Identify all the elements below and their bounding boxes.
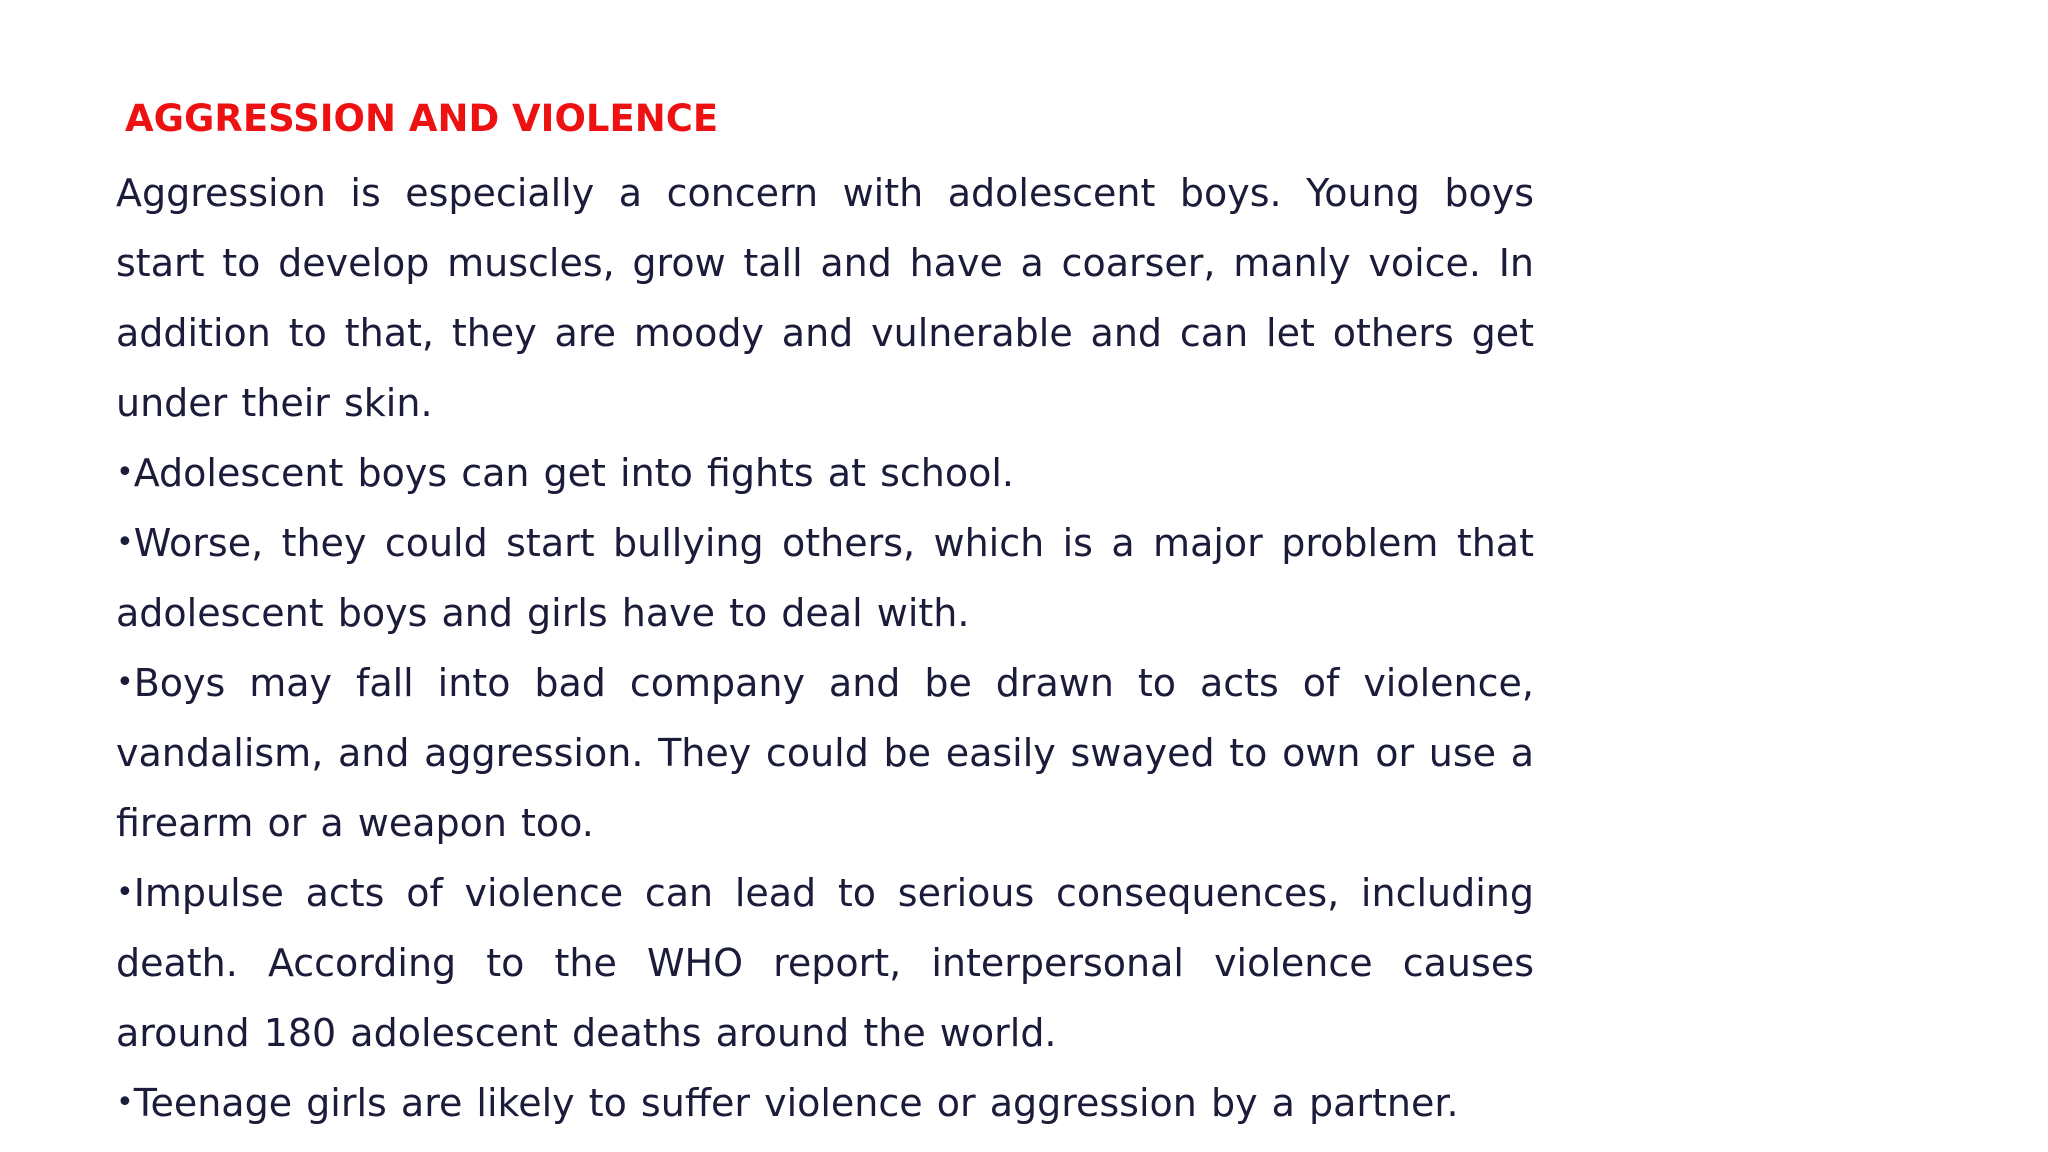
intro-paragraph: Aggression is especially a concern with adolescent boys. Young boys start to develop muscles, grow tall and have a coarser, manly voice. In addition to that, they are moody and vulnerable and can let others get under their skin. bbox=[116, 171, 1534, 425]
slide-title: AGGRESSION AND VIOLENCE bbox=[125, 97, 719, 140]
bullet-icon: • bbox=[116, 1085, 134, 1120]
bullet-text: Impulse acts of violence can lead to serious consequences, including death. According to the WHO report, interpersonal violence causes around 180 adolescent deaths around the world. bbox=[116, 871, 1534, 1055]
bullet-text: Adolescent boys can get into fights at school. bbox=[133, 451, 1014, 495]
bullet-text: Boys may fall into bad company and be drawn to acts of violence, vandalism, and aggression. They could be easily swayed to own or use a firearm or a weapon too. bbox=[116, 661, 1534, 845]
bullet-icon: • bbox=[116, 455, 134, 490]
bullet-item-3 bbox=[116, 648, 1534, 858]
bullet-text: Teenage girls are likely to suffer violence or aggression by a partner. bbox=[133, 1081, 1459, 1125]
bullet-icon: • bbox=[116, 525, 134, 560]
bullet-text: Worse, they could start bullying others, which is a major problem that adolescent boys and girls have to deal with. bbox=[116, 521, 1534, 635]
bullet-item-1 bbox=[116, 438, 1534, 508]
bullet-item-2 bbox=[116, 508, 1534, 648]
bullet-item-4 bbox=[116, 858, 1534, 1068]
bullet-icon: • bbox=[116, 665, 134, 700]
bullet-icon: • bbox=[116, 875, 134, 910]
bullet-item-5 bbox=[116, 1068, 1534, 1138]
slide-content bbox=[116, 88, 1534, 1138]
